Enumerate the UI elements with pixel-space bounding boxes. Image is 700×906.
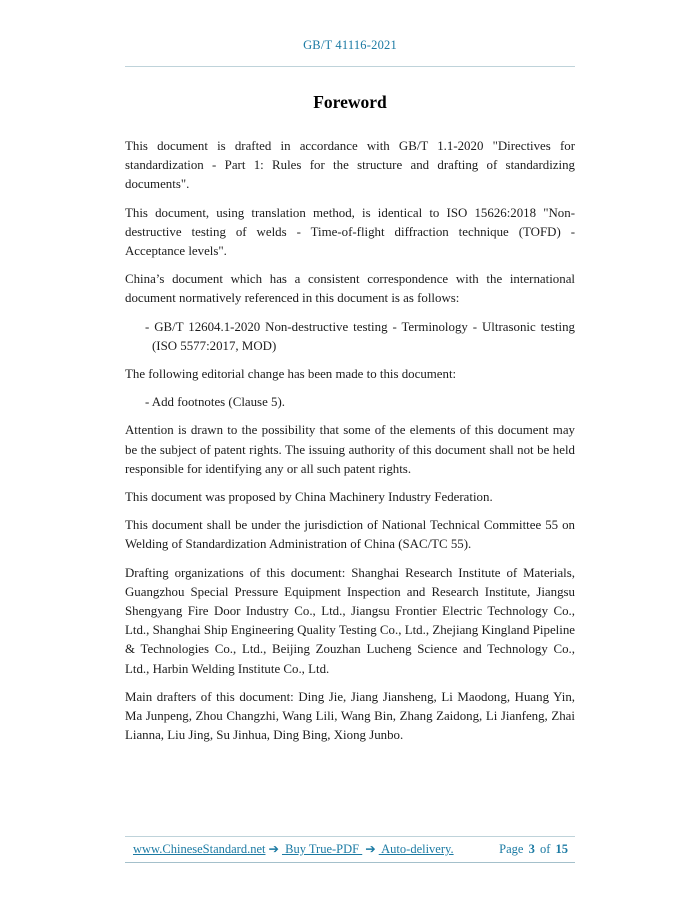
arrow-icon: ➔ <box>365 842 376 856</box>
doc-number: GB/T 41116-2021 <box>303 38 397 52</box>
arrow-icon: ➔ <box>268 842 279 856</box>
paragraph: China’s document which has a consistent correspondence with the international document normatively referenced in this document is as follows: <box>125 272 575 306</box>
footer-site-link[interactable] <box>133 841 454 857</box>
footer-delivery-text: Auto-delivery. <box>378 842 454 856</box>
page-total: 15 <box>555 842 568 856</box>
of-label: of <box>539 842 551 856</box>
list-item: - Add footnotes (Clause 5). <box>145 395 285 410</box>
paragraph: The following editorial change has been made to this document: <box>125 367 457 382</box>
document-footer <box>125 836 575 863</box>
paragraph: Attention is drawn to the possibility that some of the elements of this document may be the subject of patent rights. The issuing authority of this document shall not be held responsible for identifying any or all such patent rights. <box>125 423 575 476</box>
paragraph: This document shall be under the jurisdiction of National Technical Committee 55 on Welding of Standardization Administration of China (SAC/TC 55). <box>125 518 575 552</box>
paragraph: Main drafters of this document: Ding Jie, Jiang Jiansheng, Li Maodong, Huang Yin, Ma Junpeng, Zhou Changzhi, Wang Lili, Wang Bin, Zhang Zaidong, Li Jianfeng, Zhai Lianna, Liu Jing, Su Jinhua, Ding Bing, Xiong Junbo. <box>125 689 575 743</box>
paragraph: Drafting organizations of this document: Shanghai Research Institute of Materials, Guangzhou Special Pressure Equipment Inspection and Research Institute, Jiangsu Shengyang Fire Door Industry Co., Ltd., Jiangsu Frontier Electric Technology Co., Ltd., Shanghai Ship Engineering Quality Testing Co., Ltd., Zhejiang Kingland Pipeline & Technologies Co., Ltd., Beijing Zouzhan Lucheng Science and Technology Co., Ltd., Harbin Welding Institute Co., Ltd. <box>125 565 575 676</box>
page-title: Foreword <box>313 92 387 112</box>
footer-site-url: www.ChineseStandard.net <box>133 842 266 856</box>
list-item: - GB/T 12604.1-2020 Non-destructive testing - Terminology - Ultrasonic testing (ISO 5577:2017, MOD) <box>145 319 575 353</box>
document-header <box>125 0 575 67</box>
page-indicator <box>498 842 569 857</box>
paragraph: This document is drafted in accordance with GB/T 1.1-2020 "Directives for standardization - Part 1: Rules for the structure and drafting of standardizing documents". <box>125 139 575 192</box>
document-body <box>125 88 575 754</box>
paragraph: This document was proposed by China Machinery Industry Federation. <box>125 490 493 505</box>
footer-buy-text: Buy True-PDF <box>281 842 363 856</box>
paragraph: This document, using translation method, is identical to ISO 15626:2018 "Non-destructive testing of welds - Time-of-flight diffraction technique (TOFD) - Acceptance levels". <box>125 205 575 259</box>
page-label: Page <box>499 842 524 856</box>
page-number: 3 <box>528 842 535 856</box>
